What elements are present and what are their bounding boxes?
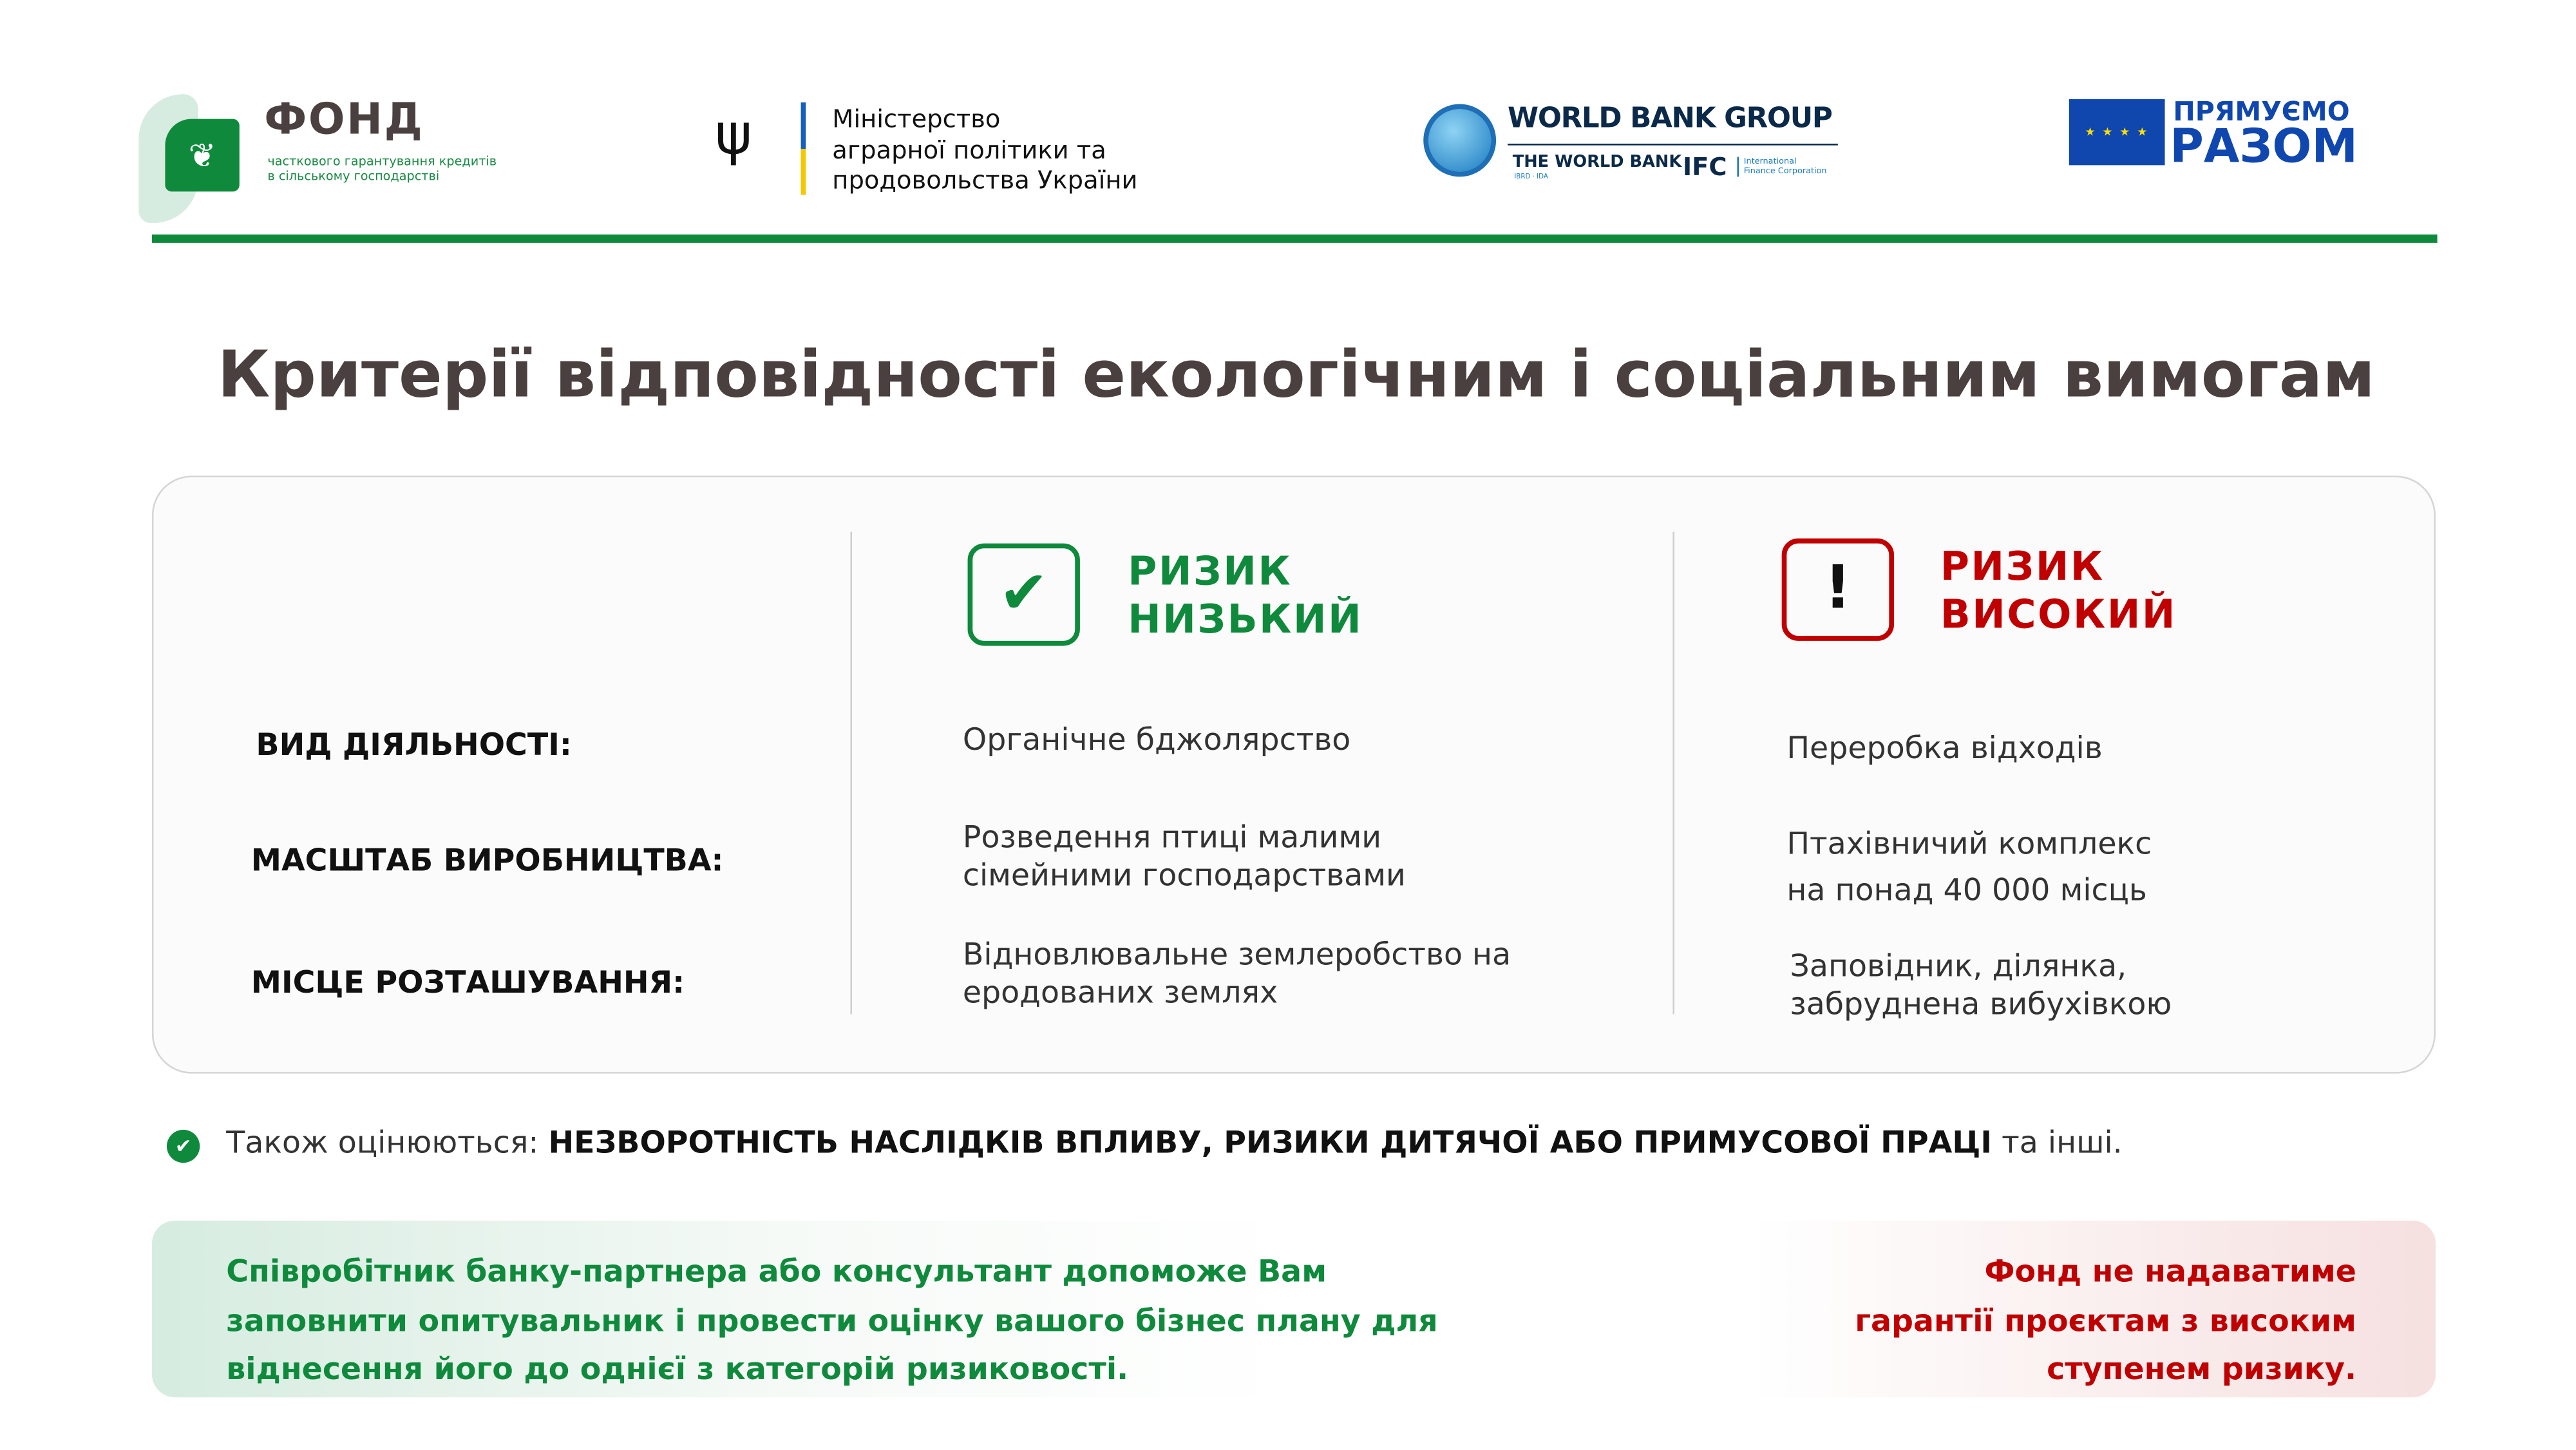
wbg-title: WORLD BANK GROUP <box>1508 102 1832 136</box>
high-risk-cell: Переробка відходів <box>1786 731 2103 767</box>
eu-slogan-2: РАЗОМ <box>2170 119 2358 174</box>
check-icon: ✔ <box>968 544 1080 646</box>
high-risk-cell: Птахівничий комплекс на понад 40 000 місць <box>1786 827 2152 909</box>
exclamation-icon: ! <box>1782 539 1894 641</box>
ifc-subtitle: International Finance Corporation <box>1737 157 1826 177</box>
wb-name: THE WORLD BANK <box>1512 153 1682 172</box>
trident-icon: ψ <box>715 102 752 169</box>
check-circle-icon: ✔ <box>167 1130 200 1163</box>
low-risk-cell: Органічне бджолярство <box>962 723 1351 758</box>
additional-criteria-note: Також оцінюються: НЕЗВОРОТНІСТЬ НАСЛІДКІВ ВПЛИВУ, РИЗИКИ ДИТЯЧОЇ АБО ПРИМУСОВОЇ ПРАЦІ та інші. <box>226 1126 2123 1161</box>
wb-ibrd: IBRD · IDA <box>1514 171 1548 180</box>
eu-flag-icon: ★ ★ ★ ★ <box>2069 99 2165 166</box>
low-risk-heading: РИЗИК НИЗЬКИЙ <box>1128 548 1363 643</box>
fond-logo-title: ФОНД <box>264 95 424 146</box>
low-risk-cell: Відновлювальне землеробство на еродованих землях <box>962 938 1511 1011</box>
row-label: ВИД ДІЯЛЬНОСТІ: <box>256 728 572 763</box>
low-risk-cell: Розведення птиці малими сімейними господарствами <box>962 821 1406 894</box>
flag-bar <box>801 102 806 195</box>
eu-slogan-1: ПРЯМУЄМО <box>2173 95 2350 128</box>
high-risk-heading: РИЗИК ВИСОКИЙ <box>1940 543 2177 638</box>
ministry-logo-text: Міністерство аграрної політики та продовольства України <box>832 104 1138 195</box>
globe-icon <box>1423 104 1496 177</box>
page-title: Критерії відповідності екологічним і соціальним вимогам <box>217 338 2375 414</box>
row-label: МАСШТАБ ВИРОБНИЦТВА: <box>251 844 724 879</box>
wheat-icon: ❦ <box>165 119 239 192</box>
header-divider <box>152 234 2438 243</box>
high-risk-warning: Фонд не надаватиме гарантії проєктам з високим ступенем ризику. <box>1855 1255 2356 1388</box>
divider <box>1508 144 1838 146</box>
high-risk-cell: Заповідник, ділянка, забруднена вибухівкою <box>1790 949 2172 1023</box>
column-divider <box>851 532 853 1015</box>
row-label: МІСЦЕ РОЗТАШУВАННЯ: <box>251 966 685 1001</box>
fond-logo-subtitle: часткового гарантування кредитів в сільському господарстві <box>267 153 497 184</box>
ifc-logo: IFC <box>1682 151 1727 182</box>
consultant-note: Співробітник банку-партнера або консультант допоможе Вам заповнити опитувальник і провести оцінку вашого бізнес плану для віднесення його до однієї з категорій ризиковості. <box>226 1255 1438 1388</box>
column-divider <box>1672 532 1674 1015</box>
